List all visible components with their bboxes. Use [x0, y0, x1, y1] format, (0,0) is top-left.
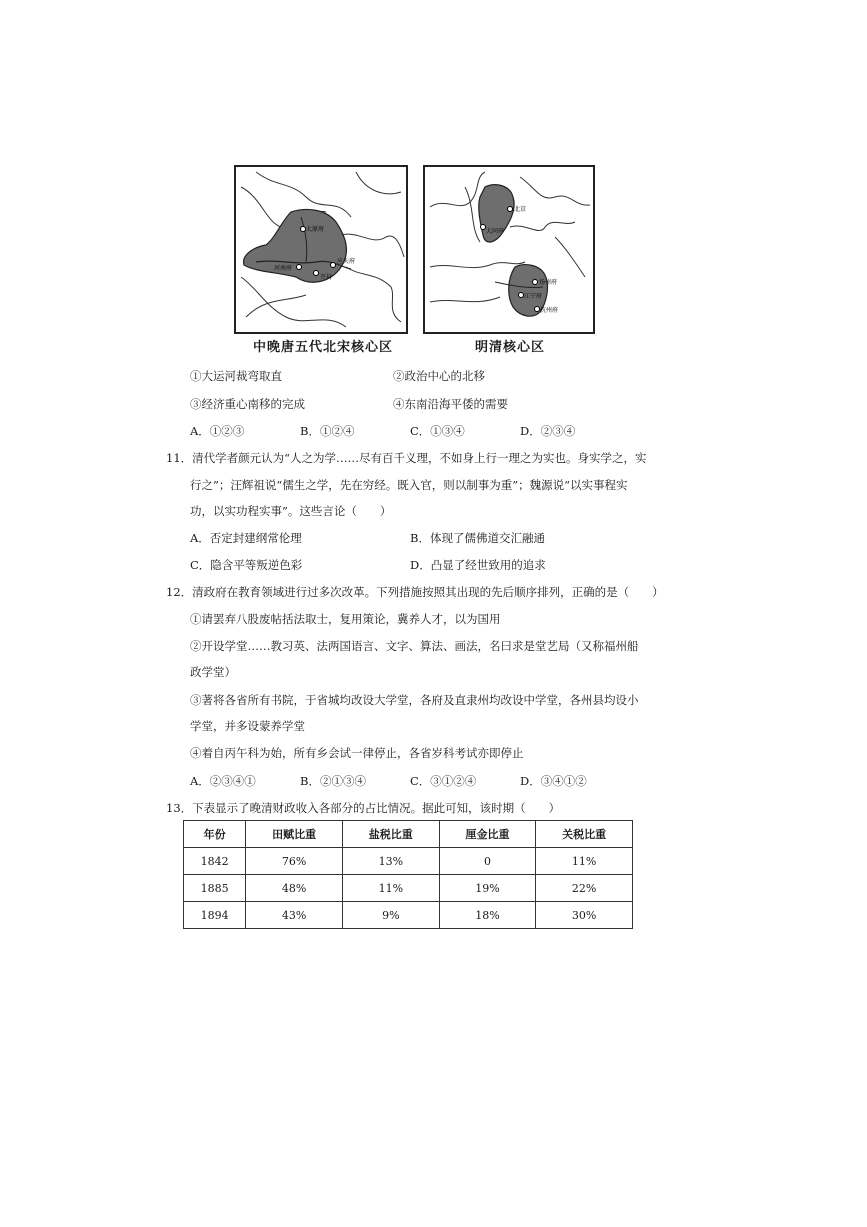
q13-stem: 13．下表显示了晚清财政收入各部分的占比情况。据此可知，该时期（ ） — [166, 801, 561, 815]
finance-table — [183, 820, 633, 929]
map-caption-right: 明清核心区 — [475, 340, 546, 355]
cell-salt-tax: 13% — [342, 848, 439, 875]
q12-item-1: ①请罢弃八股废帖括法取士，复用策论，冀养人才，以为国用 — [190, 612, 501, 626]
q12-choice-a: A．②③④① — [190, 774, 256, 788]
header-land-tax: 田赋比重 — [246, 821, 343, 848]
q10-choice-a: A．①②③ — [190, 424, 245, 438]
cell-year: 1842 — [184, 848, 246, 875]
header-year: 年份 — [184, 821, 246, 848]
map-caption-left: 中晚唐五代北宋核心区 — [253, 340, 394, 355]
table-row — [184, 848, 633, 875]
q12-item-4: ④着自丙午科为始，所有乡会试一律停止，各省岁科考试亦即停止 — [190, 746, 524, 760]
q12-item-3-line-1: ③著将各省所有书院，于省城均改设大学堂，各府及直隶州均改设中学堂，各州县均设小 — [190, 693, 639, 707]
table-header-row — [184, 821, 633, 848]
cell-year: 1885 — [184, 875, 246, 902]
place-label-henan: 河南府 — [274, 265, 293, 272]
q11-choice-d: D．凸显了经世致用的追求 — [410, 558, 546, 572]
header-salt-tax: 盐税比重 — [342, 821, 439, 848]
cell-land-tax: 43% — [246, 902, 343, 929]
q11-choice-b: B．体现了儒佛道交汇融通 — [410, 531, 545, 545]
cell-year: 1894 — [184, 902, 246, 929]
q11-stem-line-3: 功，以实功程实事”。这些言论（ ） — [190, 504, 392, 518]
q10-option-2: ②政治中心的北移 — [393, 369, 485, 383]
cell-land-tax: 76% — [246, 848, 343, 875]
place-label-kaifeng: 开封 — [320, 274, 333, 281]
place-label-yingtian: 应天府 — [337, 258, 356, 265]
cell-likin: 0 — [439, 848, 536, 875]
place-label-jiangning: 江宁府 — [524, 293, 543, 300]
q11-stem-line-1: 11．清代学者颜元认为“人之为学……尽有百千义理，不如身上行一理之为实也。身实学之，实 — [166, 451, 647, 465]
cell-customs: 11% — [536, 848, 633, 875]
q12-item-2-line-1: ②开设学堂……教习英、法两国语言、文字、算法、画法，名曰求是堂艺局（又称福州船 — [190, 639, 639, 653]
q12-choice-b: B．②①③④ — [300, 774, 366, 788]
header-customs: 关税比重 — [536, 821, 633, 848]
map-tang-song-core — [234, 165, 408, 334]
q10-choice-d: D．②③④ — [520, 424, 576, 438]
q12-choice-c: C．③①②④ — [410, 774, 477, 788]
q10-option-1: ①大运河裁弯取直 — [190, 369, 282, 383]
q10-option-4: ④东南沿海平倭的需要 — [393, 397, 508, 411]
map-ming-qing-core — [423, 165, 595, 334]
q10-choice-b: B．①②④ — [300, 424, 355, 438]
place-label-beijing: 北京 — [514, 206, 527, 213]
place-label-yangzhou: 扬州府 — [539, 279, 558, 286]
header-likin: 厘金比重 — [439, 821, 536, 848]
q11-choice-c: C．隐含平等叛逆色彩 — [190, 558, 303, 572]
cell-customs: 30% — [536, 902, 633, 929]
q12-item-2-line-2: 政学堂） — [190, 665, 236, 679]
q11-choice-a: A．否定封建纲常伦理 — [190, 531, 302, 545]
table-row — [184, 875, 633, 902]
q10-option-3: ③经济重心南移的完成 — [190, 397, 305, 411]
cell-likin: 19% — [439, 875, 536, 902]
table-row — [184, 902, 633, 929]
q12-stem: 12．清政府在教育领域进行过多次改革。下列措施按照其出现的先后顺序排列，正确的是（ ） — [166, 585, 664, 599]
cell-customs: 22% — [536, 875, 633, 902]
cell-land-tax: 48% — [246, 875, 343, 902]
place-label-hangzhou: 杭州府 — [540, 307, 559, 314]
map-tang-song-graphic — [236, 167, 406, 332]
map-ming-qing-graphic — [425, 167, 593, 332]
place-label-datong: 大同府 — [486, 228, 505, 235]
cell-salt-tax: 9% — [342, 902, 439, 929]
cell-salt-tax: 11% — [342, 875, 439, 902]
q10-choice-c: C．①③④ — [410, 424, 465, 438]
place-label-taiyuan: 太原府 — [306, 226, 325, 233]
q11-stem-line-2: 行之”；汪辉祖说“儒生之学，先在穷经。既入官，则以制事为重”；魏源说“以实事程实 — [190, 478, 628, 492]
q12-choice-d: D．③④①② — [520, 774, 587, 788]
cell-likin: 18% — [439, 902, 536, 929]
q12-item-3-line-2: 学堂，并多设蒙养学堂 — [190, 719, 305, 733]
